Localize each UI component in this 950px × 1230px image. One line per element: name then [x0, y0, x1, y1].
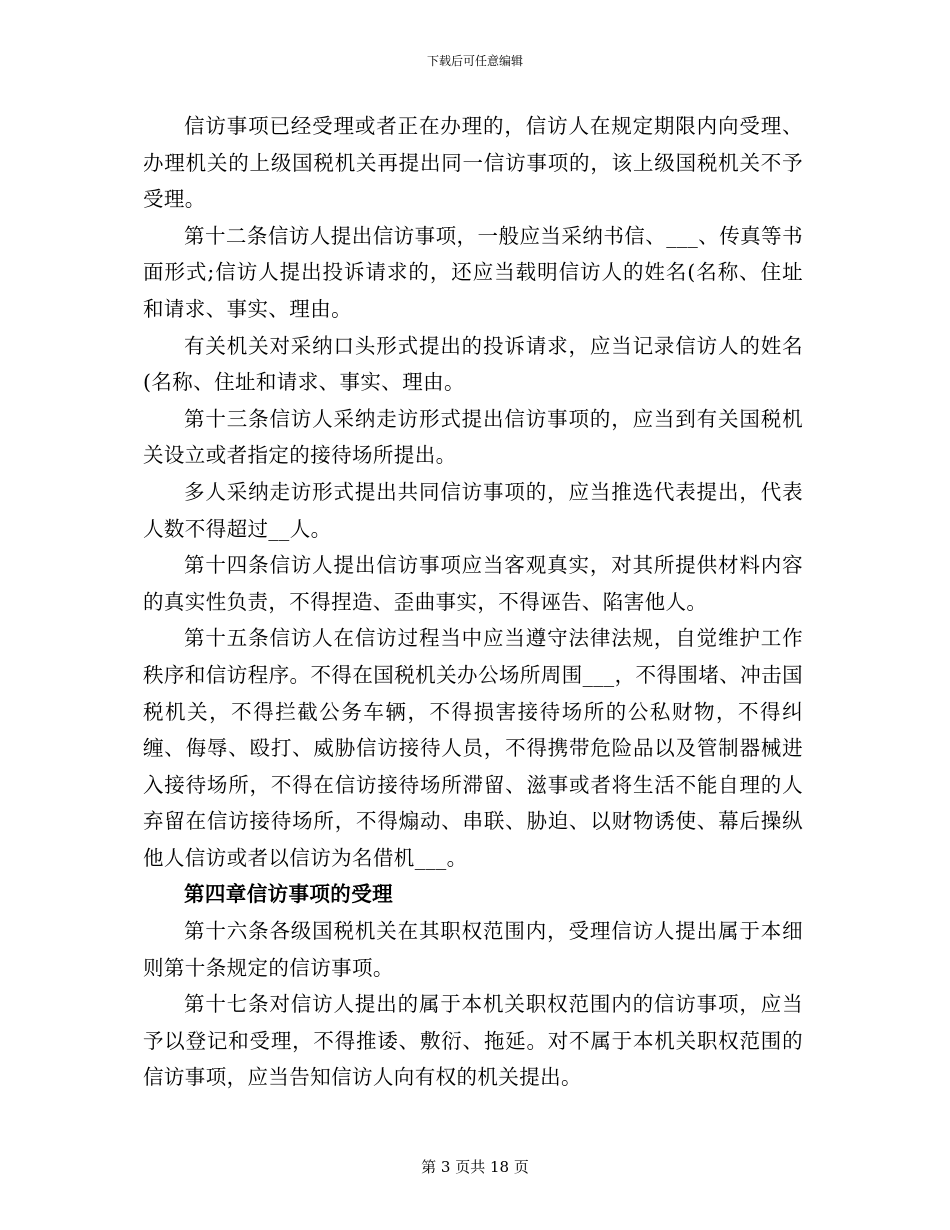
paragraph: 第十二条信访人提出信访事项，一般应当采纳书信、___、传真等书面形式;信访人提出投诉请求的，还应当载明信访人的姓名(名称、住址和请求、事实、理由。: [143, 223, 803, 321]
paragraph: 多人采纳走访形式提出共同信访事项的，应当推选代表提出，代表人数不得超过__人。: [143, 479, 803, 541]
document-body: [143, 108, 803, 1096]
page-footer: 第 3 页共 18 页: [421, 1158, 529, 1176]
page-header: 下载后可任意编辑: [426, 54, 523, 68]
chapter-heading: 第四章信访事项的受理: [184, 882, 393, 907]
paragraph: 第十三条信访人采纳走访形式提出信访事项的，应当到有关国税机关设立或者指定的接待场所提出。: [143, 406, 803, 468]
paragraph: 有关机关对采纳口头形式提出的投诉请求，应当记录信访人的姓名(名称、住址和请求、事实、理由。: [143, 333, 803, 395]
paragraph: 第十四条信访人提出信访事项应当客观真实，对其所提供材料内容的真实性负责，不得捏造、歪曲事实，不得诬告、陷害他人。: [143, 553, 803, 614]
paragraph: 信访事项已经受理或者正在办理的，信访人在规定期限内向受理、办理机关的上级国税机关再提出同一信访事项的，该上级国税机关不予受理。: [143, 114, 803, 212]
paragraph: 第十七条对信访人提出的属于本机关职权范围内的信访事项，应当予以登记和受理，不得推诿、敷衍、拖延。对不属于本机关职权范围的信访事项，应当告知信访人向有权的机关提出。: [143, 992, 803, 1090]
paragraph: 第十五条信访人在信访过程当中应当遵守法律法规，自觉维护工作秩序和信访程序。不得在国税机关办公场所周围___，不得围堵、冲击国税机关，不得拦截公务车辆，不得损害接待场所的公私财物，不得纠缠、侮辱、殴打、威胁信访接待人员，不得携带危险品以及管制器械进入接待场所，不得在信访接待场所滞留、滋事或者将生活不能自理的人弃留在信访接待场所，不得煽动、串联、胁迫、以财物诱使、幕后操纵他人信访或者以信访为名借机___。: [143, 626, 803, 870]
paragraph: 第十六条各级国税机关在其职权范围内，受理信访人提出属于本细则第十条规定的信访事项。: [143, 919, 803, 980]
